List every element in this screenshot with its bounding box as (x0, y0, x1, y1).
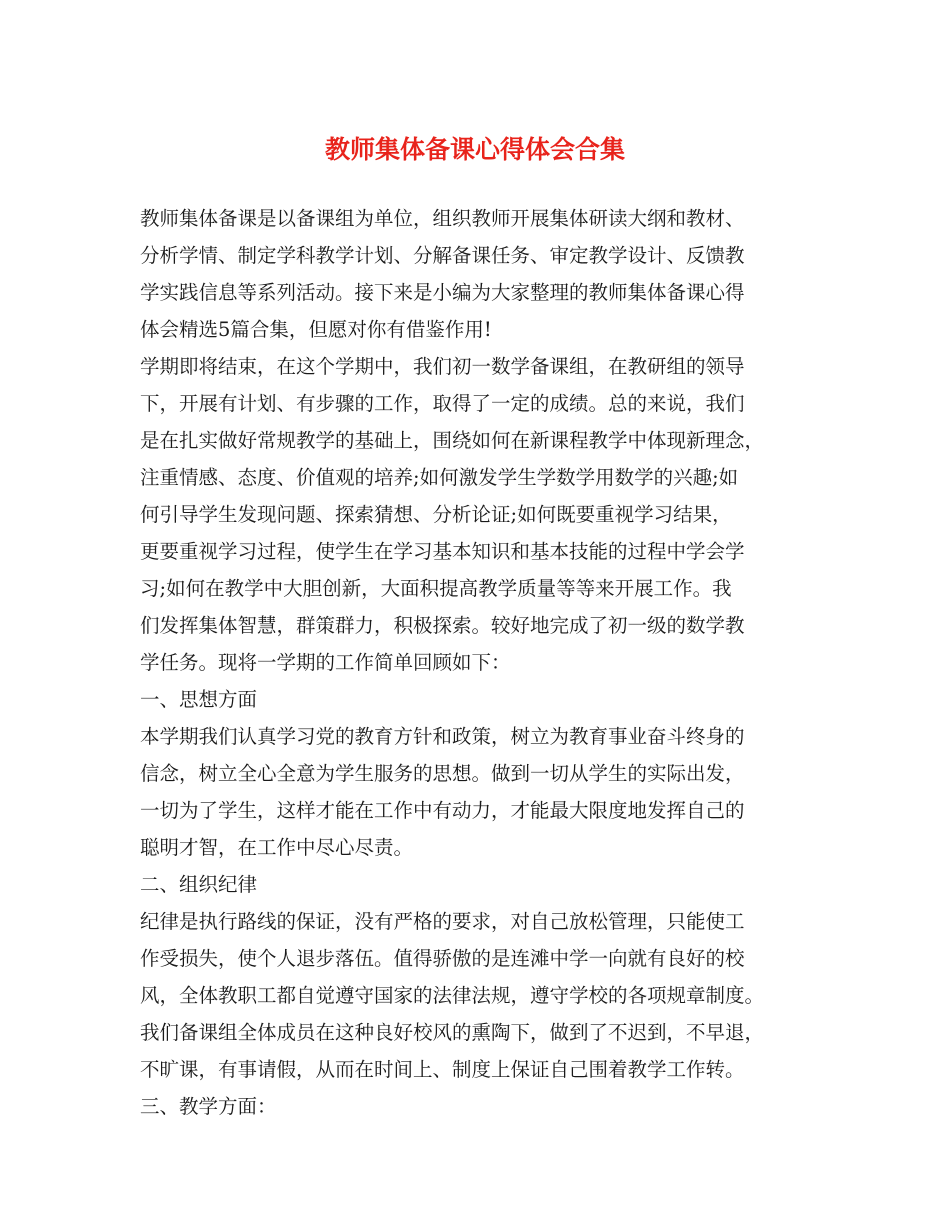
document-title: 教师集体备课心得体会合集 (324, 135, 625, 164)
text-line: 习;如何在教学中大胆创新，大面积提高教学质量等等来开展工作。我 (140, 577, 732, 600)
text-line: 更要重视学习过程，使学生在学习基本知识和基本技能的过程中学会学 (140, 540, 745, 563)
text-line: 纪律是执行路线的保证，没有严格的要求，对自己放松管理，只能使工 (140, 910, 745, 933)
text-line: 注重情感、态度、价值观的培养;如何激发学生学数学用数学的兴趣;如 (140, 466, 739, 489)
text-line: 信念，树立全心全意为学生服务的思想。做到一切从学生的实际出发， (140, 762, 745, 785)
section-heading: 一、思想方面 (140, 688, 258, 711)
text-line: 学实践信息等系列活动。接下来是小编为大家整理的教师集体备课心得 (140, 281, 745, 304)
text-line: 聪明才智，在工作中尽心尽责。 (140, 836, 414, 859)
text-line: 一切为了学生，这样才能在工作中有动力，才能最大限度地发挥自己的 (140, 799, 745, 822)
text-line: 不旷课，有事请假，从而在时间上、制度上保证自己围着教学工作转。 (140, 1058, 745, 1081)
text-line: 教师集体备课是以备课组为单位，组织教师开展集体研读大纲和教材、 (140, 207, 745, 230)
text-line: 们发挥集体智慧，群策群力，积极探索。较好地完成了初一级的数学教 (140, 614, 745, 637)
text-line: 体会精选5篇合集，但愿对你有借鉴作用! (140, 318, 492, 341)
document-body (140, 200, 818, 1125)
text-line: 学任务。现将一学期的工作简单回顾如下： (140, 651, 511, 674)
text-line: 我们备课组全体成员在这种良好校风的熏陶下，做到了不迟到，不早退， (140, 1021, 765, 1044)
text-line: 作受损失，使个人退步落伍。值得骄傲的是连滩中学一向就有良好的校 (140, 947, 745, 970)
text-line: 风，全体教职工都自觉遵守国家的法律法规，遵守学校的各项规章制度。 (140, 984, 765, 1007)
text-line: 何引导学生发现问题、探索猜想、分析论证;如何既要重视学习结果， (140, 503, 732, 526)
text-line: 分析学情、制定学科教学计划、分解备课任务、审定教学设计、反馈教 (140, 244, 745, 267)
text-line: 下，开展有计划、有步骤的工作，取得了一定的成绩。总的来说，我们 (140, 392, 745, 415)
text-line: 学期即将结束，在这个学期中，我们初一数学备课组，在教研组的领导 (140, 355, 745, 378)
section-heading: 二、组织纪律 (140, 873, 258, 896)
text-line: 是在扎实做好常规教学的基础上，围绕如何在新课程教学中体现新理念， (140, 429, 765, 452)
text-line: 本学期我们认真学习党的教育方针和政策，树立为教育事业奋斗终身的 (140, 725, 745, 748)
section-heading: 三、教学方面： (140, 1095, 277, 1118)
